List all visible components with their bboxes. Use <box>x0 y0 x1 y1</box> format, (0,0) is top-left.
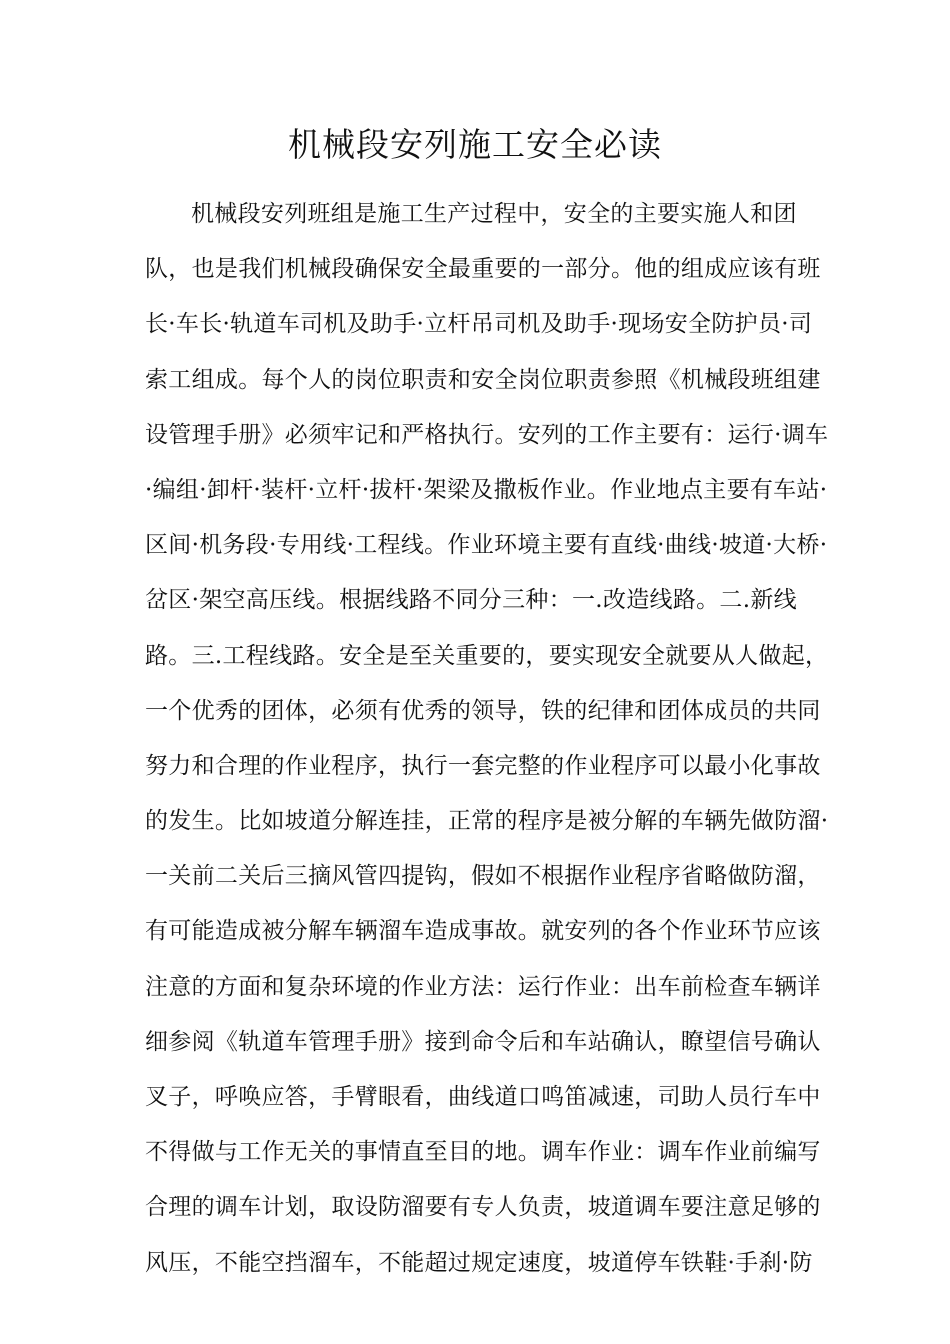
body-line: 注意的方面和复杂环境的作业方法：运行作业：出车前检查车辆详 <box>145 973 821 1000</box>
body-line: 长·车长·轨道车司机及助手·立杆吊司机及助手·现场安全防护员·司 <box>145 311 813 338</box>
document-body <box>145 192 829 1296</box>
body-line: 队，也是我们机械段确保安全最重要的一部分。他的组成应该有班 <box>145 256 821 283</box>
body-line: 岔区·架空高压线。根据线路不同分三种：一.改造线路。二.新线 <box>145 587 797 614</box>
body-line: 不得做与工作无关的事情直至目的地。调车作业：调车作业前编写 <box>145 1139 821 1166</box>
body-line: 区间·机务段·专用线·工程线。作业环境主要有直线·曲线·坡道·大桥· <box>145 532 828 559</box>
body-line: 一个优秀的团体，必须有优秀的领导，铁的纪律和团体成员的共同 <box>145 697 821 724</box>
body-line: 设管理手册》必须牢记和严格执行。安列的工作主要有：运行·调车 <box>145 421 829 448</box>
body-line: 索工组成。每个人的岗位职责和安全岗位职责参照《机械段班组建 <box>145 366 821 393</box>
body-line: 路。三.工程线路。安全是至关重要的，要实现安全就要从人做起， <box>145 642 829 669</box>
body-line: 细参阅《轨道车管理手册》接到命令后和车站确认，瞭望信号确认 <box>145 1028 821 1055</box>
body-line: ·编组·卸杆·装杆·立杆·拔杆·架梁及撒板作业。作业地点主要有车站· <box>145 476 828 503</box>
body-line: 合理的调车计划，取设防溜要有专人负责，坡道调车要注意足够的 <box>145 1194 821 1221</box>
body-line: 风压，不能空挡溜车，不能超过规定速度，坡道停车铁鞋·手刹·防 <box>145 1249 813 1276</box>
body-line: 努力和合理的作业程序，执行一套完整的作业程序可以最小化事故 <box>145 752 821 779</box>
body-line: 的发生。比如坡道分解连挂，正常的程序是被分解的车辆先做防溜· <box>145 808 829 835</box>
body-line: 叉子，呼唤应答，手臂眼看，曲线道口鸣笛减速，司助人员行车中 <box>145 1084 821 1110</box>
body-line: 机械段安列班组是施工生产过程中，安全的主要实施人和团 <box>191 201 797 227</box>
document-title: 机械段安列施工安全必读 <box>288 125 662 164</box>
body-line: 一关前二关后三摘风管四提钩，假如不根据作业程序省略做防溜， <box>145 863 821 890</box>
body-line: 有可能造成被分解车辆溜车造成事故。就安列的各个作业环节应该 <box>145 918 821 945</box>
